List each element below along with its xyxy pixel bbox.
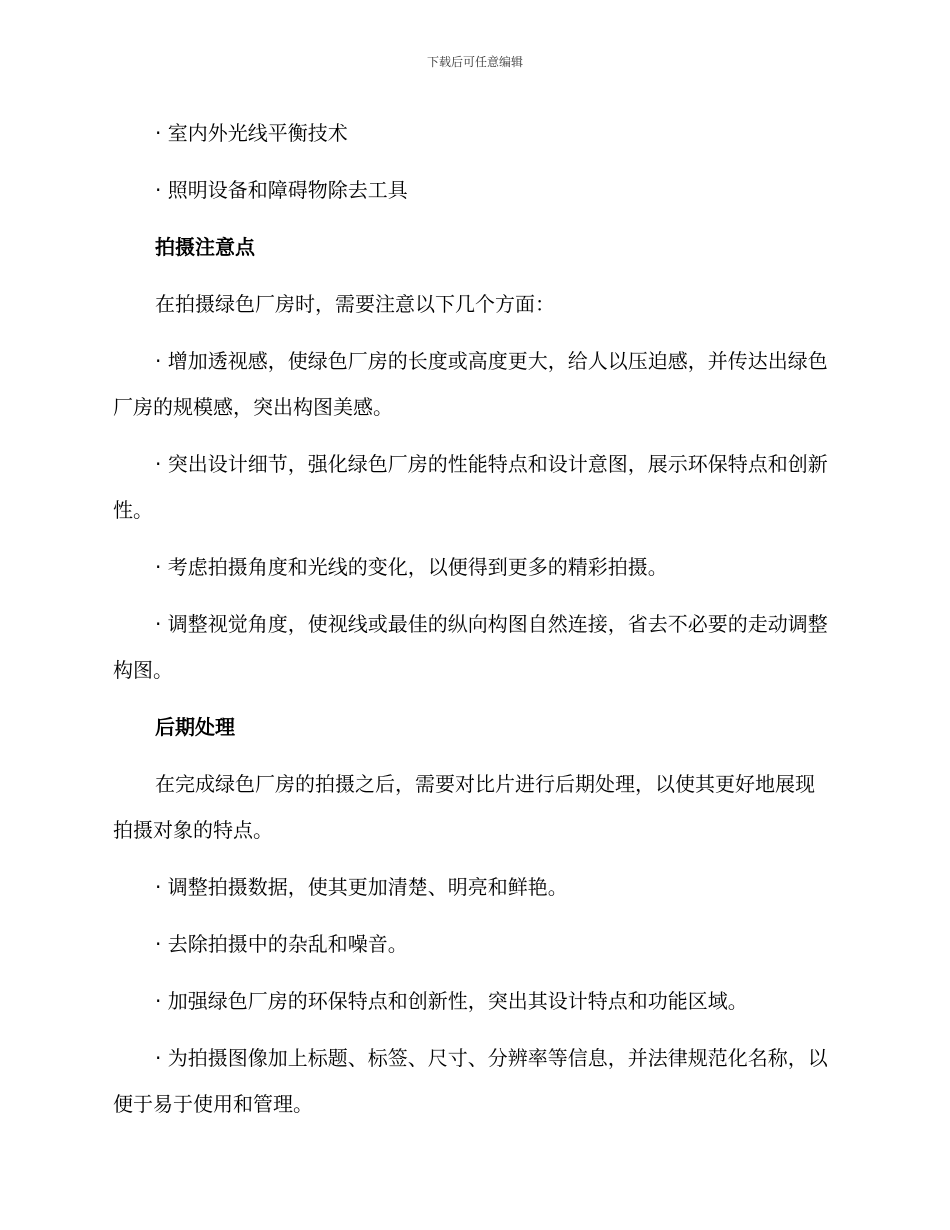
bullet-adjust-data: · 调整拍摄数据，使其更加清楚、明亮和鲜艳。 — [155, 875, 568, 899]
bullet-add-labels: · 为拍摄图像加上标题、标签、尺寸、分辨率等信息，并法律规范化名称，以便于易于使用和管理。 — [113, 1046, 828, 1116]
bullet-enhance-features: · 加强绿色厂房的环保特点和创新性，突出其设计特点和功能区域。 — [155, 989, 748, 1013]
section-heading-shooting-notes: 拍摄注意点 — [155, 235, 255, 259]
bullet-perspective: · 增加透视感，使绿色厂房的长度或高度更大，给人以压迫感，并传达出绿色厂房的规模感，突出构图美感。 — [113, 349, 828, 419]
bullet-visual-angle: · 调整视觉角度，使视线或最佳的纵向构图自然连接，省去不必要的走动调整构图。 — [113, 612, 828, 682]
paragraph-shooting-intro: 在拍摄绿色厂房时，需要注意以下几个方面： — [155, 292, 555, 316]
paragraph-post-intro: 在完成绿色厂房的拍摄之后，需要对比片进行后期处理，以使其更好地展现拍摄对象的特点。 — [113, 772, 815, 842]
document-body — [113, 110, 833, 1138]
page-header: 下载后可任意编辑 — [426, 55, 523, 69]
bullet-light-balance: · 室内外光线平衡技术 — [155, 121, 348, 145]
bullet-remove-noise: · 去除拍摄中的杂乱和噪音。 — [155, 932, 408, 956]
bullet-lighting-tools: · 照明设备和障碍物除去工具 — [155, 178, 408, 202]
bullet-angle-light: · 考虑拍摄角度和光线的变化，以便得到更多的精彩拍摄。 — [155, 555, 668, 579]
section-heading-post-processing: 后期处理 — [155, 715, 235, 739]
bullet-design-details: · 突出设计细节，强化绿色厂房的性能特点和设计意图，展示环保特点和创新性。 — [113, 452, 828, 522]
